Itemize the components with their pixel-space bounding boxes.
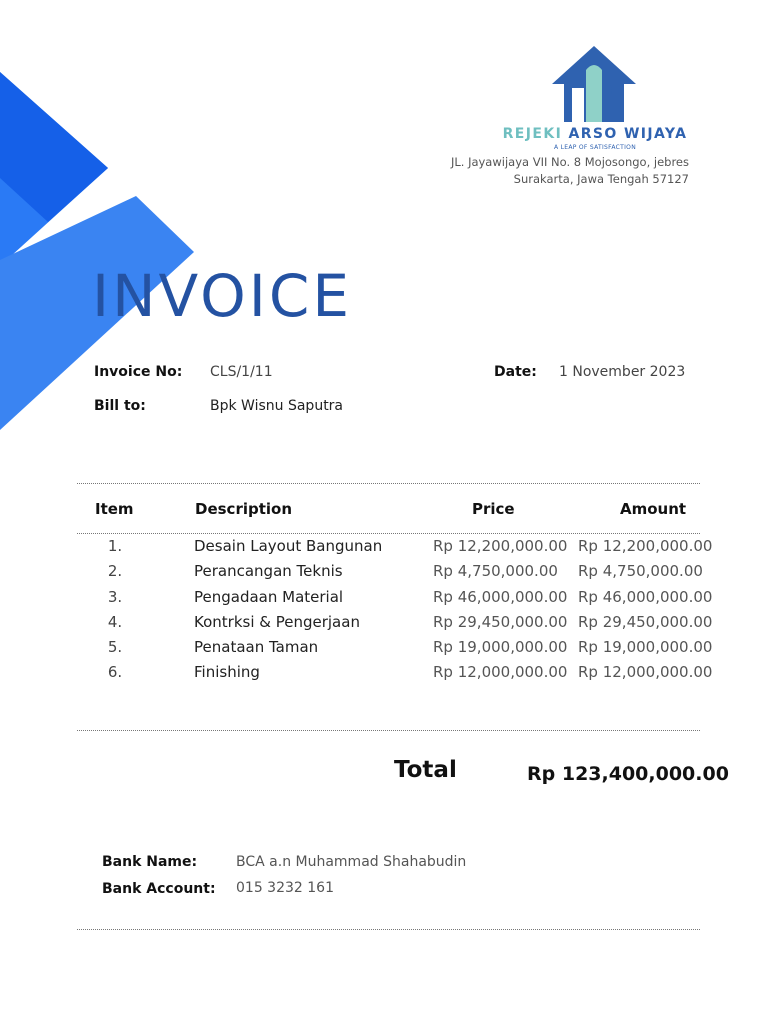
divider-items-end [77, 730, 700, 731]
bank-account-label: Bank Account: [102, 881, 216, 897]
row-description: Penataan Taman [194, 638, 319, 656]
invoice-number-label: Invoice No: [94, 364, 183, 380]
row-description: Desain Layout Bangunan [194, 537, 383, 555]
row-number: 2. [107, 562, 123, 580]
row-price: Rp 19,000,000.00 [433, 638, 568, 656]
row-price: Rp 4,750,000.00 [433, 562, 558, 580]
row-amount: Rp 29,450,000.00 [578, 613, 713, 631]
table-row [0, 588, 768, 613]
row-amount: Rp 19,000,000.00 [578, 638, 713, 656]
table-row [0, 537, 768, 562]
row-description: Pengadaan Material [194, 588, 344, 606]
bank-name: BCA a.n Muhammad Shahabudin [236, 854, 467, 870]
total-label: Total [394, 757, 457, 783]
table-row [0, 638, 768, 663]
house-logo-icon [552, 44, 636, 124]
row-number: 1. [107, 537, 123, 555]
row-price: Rp 29,450,000.00 [433, 613, 568, 631]
invoice-title: INVOICE [92, 262, 353, 330]
divider-header [77, 533, 700, 534]
header-item: Item [95, 500, 134, 518]
row-description: Perancangan Teknis [194, 562, 343, 580]
row-description: Finishing [194, 663, 260, 681]
header-price: Price [472, 500, 515, 518]
address-line-2: Surakarta, Jawa Tengah 57127 [513, 172, 689, 186]
table-row [0, 562, 768, 587]
invoice-date: 1 November 2023 [559, 364, 686, 380]
date-label: Date: [494, 364, 537, 380]
bill-to-name: Bpk Wisnu Saputra [210, 398, 344, 414]
row-number: 5. [107, 638, 123, 656]
row-price: Rp 46,000,000.00 [433, 588, 568, 606]
company-tagline: A LEAP OF SATISFACTION [554, 144, 636, 151]
row-amount: Rp 4,750,000.00 [578, 562, 703, 580]
row-amount: Rp 46,000,000.00 [578, 588, 713, 606]
header-description: Description [195, 500, 293, 518]
bill-to-label: Bill to: [94, 398, 146, 414]
table-row [0, 613, 768, 638]
company-name-part1: REJEKI [502, 126, 563, 142]
bank-name-label: Bank Name: [102, 854, 198, 870]
divider-bottom [77, 929, 700, 930]
company-address [451, 154, 689, 188]
total-value: Rp 123,400,000.00 [527, 763, 729, 785]
address-line-1: JL. Jayawijaya VII No. 8 Mojosongo, jebres [450, 155, 689, 169]
row-number: 6. [107, 663, 123, 681]
company-name [500, 126, 690, 142]
table-row [0, 663, 768, 688]
invoice-number: CLS/1/11 [210, 364, 273, 380]
bank-account: 015 3232 161 [236, 880, 334, 896]
header-amount: Amount [620, 500, 687, 518]
row-number: 4. [107, 613, 123, 631]
row-number: 3. [107, 588, 123, 606]
row-price: Rp 12,200,000.00 [433, 537, 568, 555]
row-description: Kontrksi & Pengerjaan [194, 613, 360, 631]
row-price: Rp 12,000,000.00 [433, 663, 568, 681]
row-amount: Rp 12,000,000.00 [578, 663, 713, 681]
row-amount: Rp 12,200,000.00 [578, 537, 713, 555]
company-name-part2: ARSO WIJAYA [568, 126, 688, 142]
divider-top [77, 483, 700, 484]
